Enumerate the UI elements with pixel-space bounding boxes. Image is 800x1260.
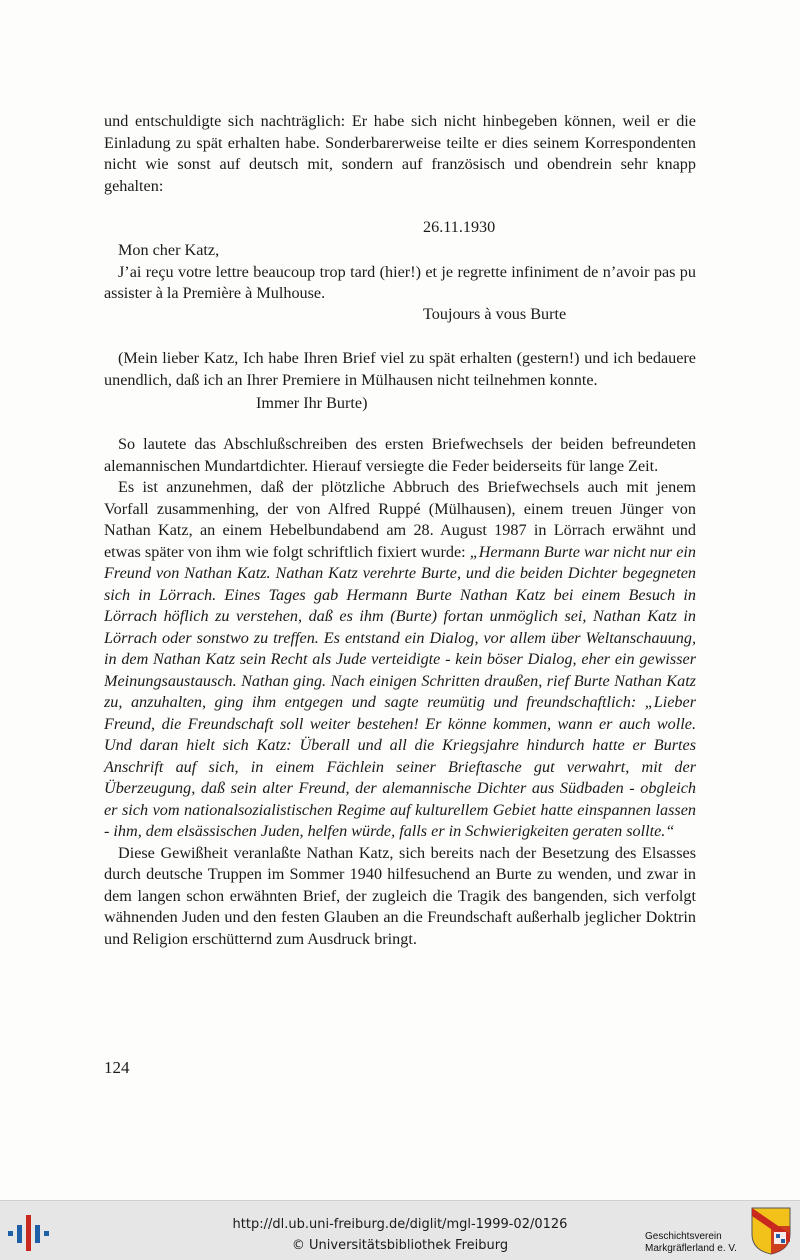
document-url-link[interactable]: http://dl.ub.uni-freiburg.de/diglit/mgl-1999-02/0126 [232, 1217, 568, 1232]
letter-block [104, 240, 696, 305]
translation-body: (Mein lieber Katz, Ich habe Ihren Brief viel zu spät erhalten (gestern!) und ich bedauere unendlich, daß ich an Ihrer Premiere in Mülhausen nicht teilnehmen konnte. [104, 349, 696, 389]
publisher-name [645, 1231, 737, 1255]
publisher-line-1: Geschichtsverein [645, 1231, 722, 1242]
paragraph-2: So lautete das Abschlußschreiben des ersten Briefwechsels der beiden befreundeten alemannischen Mundartdichter. Hierauf versiegte die Feder beiderseits für lange Zeit. [104, 435, 696, 475]
paragraph-4: Diese Gewißheit veranlaßte Nathan Katz, sich bereits nach der Besetzung des Elsasses durch deutsche Truppen im Sommer 1940 hilfesuchend an Burte zu wenden, und zwar in dem langen schon erwähnten Brief, der zugleich die Tragik des bangenden, sich verfolgt wähnenden Juden und den festen Glauben an die Freundschaft außerhalb jeglicher Doktrin und Religion erschütternd zum Ausdruck bringt. [104, 843, 696, 948]
paragraph-intro [104, 111, 696, 197]
paragraph-1: und entschuldigte sich nachträglich: Er habe sich nicht hinbegeben können, weil er die Einladung zu spät erhalten habe. Sonderbarerweise teilte er dies seinem Korrespondenten nicht wie sonst auf deutsch mit, sondern auf französisch und obendrein sehr knapp gehalten: [104, 112, 696, 195]
letter-body: J’ai reçu votre lettre beaucoup trop tard (hier!) et je regrette infiniment de n’avoir pas pu assister à la Première à Mulhouse. [104, 262, 696, 302]
letter-date: 26.11.1930 [423, 218, 496, 236]
main-text [104, 434, 696, 950]
paragraph-3-roman: Es ist anzunehmen, daß der plötzliche Abbruch des Briefwechsels auch mit jenem Vorfall zusammenhing, der von Alfred Ruppé (Mülhausen), einem treuen Jünger von Nathan Katz, an einem Hebelbundabend am 28. August 1987 in Lörrach erwähnt und etwas später von ihm wie folgt schriftlich fixiert wurde: [104, 478, 696, 561]
paragraph-3 [104, 477, 696, 843]
page-number: 124 [104, 1058, 130, 1077]
translation-block [104, 348, 696, 391]
letter-salutation: Mon cher Katz, [118, 241, 220, 259]
translation-signature: Immer Ihr Burte) [256, 394, 368, 412]
coat-of-arms-icon [750, 1206, 792, 1256]
quotation-ruppe: „Hermann Burte war nicht nur ein Freund von Nathan Katz. Nathan Katz verehrte Burte, und die beiden Dichter begegneten sich in Lörrach. Eines Tages gab Hermann Burte Nathan Katz bei einem Besuch in Lörrach höflich zu verstehen, daß es ihm (Burte) fortan unmöglich sei, Nathan Katz in Lörrach oder sonstwo zu treffen. Es entstand ein Dialog, vor allem über Weltanschauung, in dem Nathan Katz sein Recht als Jude verteidigte - kein böser Dialog, eher ein gewisser Meinungsaustausch. Nathan ging. Nach einigen Schritten draußen, rief Burte Nathan Katz zu, anzuhalten, ging ihm entgegen und sagte reumütig und freundschaftlich: „Lieber Freund, die Freundschaft soll weiter bestehen! Er könne kommen, wann er auch wolle. Und daran hielt sich Katz: Überall und all die Kriegsjahre hindurch hatte er Burtes Anschrift auf sich, in einem Fächlein seiner Brieftasche gut verwahrt, mit der Überzeugung, daß sein alter Freund, der alemannische Dichter aus Südbaden - obgleich er sich vom nationalsozialistischen Regime auf kulturellem Gebiet hatte einspannen lassen - ihm, dem elsässischen Juden, helfen würde, falls er in Schwierigkeiten geraten sollte.“ [104, 542, 696, 840]
viewer-footer [0, 1200, 800, 1260]
copyright-notice: © Universitätsbibliothek Freiburg [291, 1238, 509, 1253]
publisher-line-2: Markgräflerland e. V. [645, 1243, 737, 1254]
letter-signature: Toujours à vous Burte [423, 305, 567, 323]
